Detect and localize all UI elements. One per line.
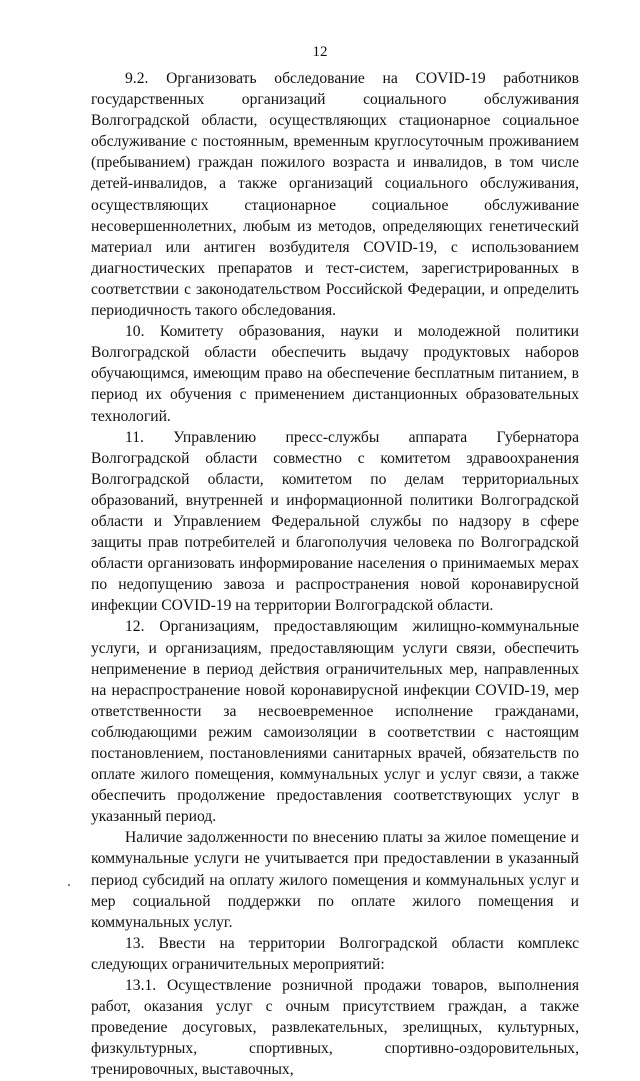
paragraph-9-2: 9.2. Организовать обследование на COVID-19 работников государственных организаций социального обслуживания Волгоградской области, осуществляющих стационарное социальное обслуживание с постоянным, временным круглосуточным проживанием (пребыванием) граждан пожилого возраста и инвалидов, в том числе детей-инвалидов, а также организаций социального обслуживания, осуществляющих стационарное социальное обслуживание несовершеннолетних, любым из методов, определяющих генетический материал или антиген возбудителя COVID-19, с использованием диагностических препаратов и тест-систем, зарегистрированных в соответствии с законодательством Российской Федерации, и определить периодичность такого обследования. xyxy=(91,70,579,320)
scan-speck xyxy=(68,884,70,886)
paragraph-12-debt: Наличие задолженности по внесению платы за жилое помещение и коммунальные услуги не учитывается при предоставлении в указанный период субсидий на оплату жилого помещения и коммунальных услуг и мер социальной поддержки по оплате жилого помещения и коммунальных услуг. xyxy=(91,829,579,931)
paragraph-13: 13. Ввести на территории Волгоградской области комплекс следующих ограничительных мероприятий: xyxy=(91,934,579,973)
paragraph-11: 11. Управлению пресс-службы аппарата Губернатора Волгоградской области совместно с комитетом здравоохранения Волгоградской области, комитетом по делам территориальных образований, внутренней и информационной политики Волгоградской области и Управлением Федеральной службы по надзору в сфере защиты прав потребителей и благополучия человека по Волгоградской области организовать информирование населения о принимаемых мерах по недопущению завоза и распространения новой коронавирусной инфекции COVID-19 на территории Волгоградской области. xyxy=(91,428,579,615)
document-body xyxy=(91,68,579,1081)
paragraph-13-1: 13.1. Осуществление розничной продажи товаров, выполнения работ, оказания услуг с очным присутствием граждан, а также проведение досуговых, развлекательных, зрелищных, культурных, физкультурных, спортивных, спортивно-оздоровительных, тренировочных, выставочных, xyxy=(91,977,579,1079)
paragraph-12: 12. Организациям, предоставляющим жилищно-коммунальные услуги, и организациям, предоставляющим услуги связи, обеспечить неприменение в период действия ограничительных мер, направленных на нераспространение новой коронавирусной инфекции COVID-19, мер ответственности за несвоевременное исполнение гражданами, соблюдающими режим самоизоляции в соответствии с настоящим постановлением, постановлениями санитарных врачей, обязательств по оплате жилого помещения, коммунальных услуг и услуг связи, а также обеспечить продолжение предоставления соответствующих услуг в указанный период. xyxy=(91,618,579,826)
paragraph-10: 10. Комитету образования, науки и молодежной политики Волгоградской области обеспечить выдачу продуктовых наборов обучающимся, имеющим право на обеспечение бесплатным питанием, в период их обучения с применением дистанционных образовательных технологий. xyxy=(91,323,579,425)
page-number: 12 xyxy=(312,44,328,60)
